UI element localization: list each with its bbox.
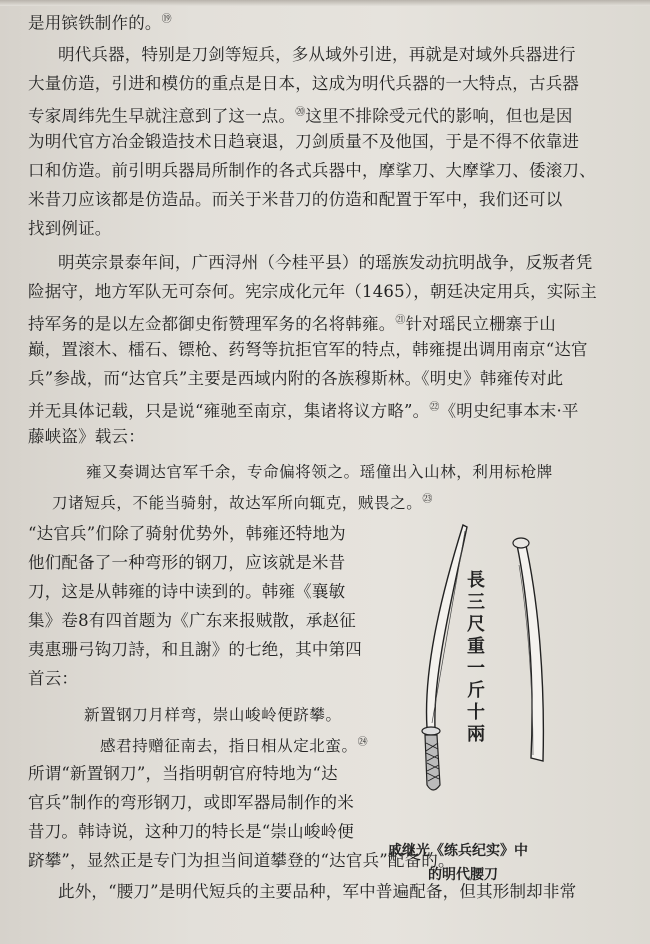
line-text: 首云： xyxy=(28,669,79,688)
line-text: 明英宗景泰年间，广西浔州（今桂平县）的瑶族发动抗明战争，反叛者凭 xyxy=(58,253,593,272)
line-text: “达官兵”们除了骑射优势外，韩雍还特地为 xyxy=(28,524,346,543)
line-text-tail: 《明史纪事本末·平 xyxy=(439,401,579,421)
text-line xyxy=(28,74,579,94)
line-text: 夷惠珊弓钩刀詩，和且謝》的七绝，其中第四 xyxy=(28,640,362,659)
line-text: 并无具体记载，只是说“雍驰至南京，集诸将议方略”。 xyxy=(28,401,430,421)
line-text: 专家周纬先生早就注意到了这一点。 xyxy=(28,106,296,126)
line-text: 巅，置滚木、檑石、镖枪、药弩等抗拒官军的特点，韩雍提出调用南京“达官 xyxy=(28,340,588,359)
footnote-marker[interactable]: ㉔ xyxy=(357,737,369,748)
footnote-marker[interactable]: ㉓ xyxy=(422,494,433,505)
line-text: 米昔刀应该都是仿造品。而关于米昔刀的仿造和配置于军中，我们还可以 xyxy=(28,190,563,209)
text-line xyxy=(84,705,342,725)
inscription-char: 斤 xyxy=(467,680,485,701)
sword-guard xyxy=(422,727,440,735)
line-text: 找到例证。 xyxy=(28,219,112,238)
line-text: 雍又奏调达官军千余，专命偏将领之。瑶僮出入山林，利用标枪牌 xyxy=(86,463,553,481)
footnote-marker[interactable]: ⑲ xyxy=(161,14,172,25)
line-text: 口和仿造。前引明兵器局所制作的各式兵器中，摩挲刀、大摩挲刀、倭滚刀、 xyxy=(28,161,596,180)
sword-inscription xyxy=(463,570,489,746)
line-text: 险据守，地方军队无可奈何。宪宗成化元年（1465），朝廷决定用兵，实际主 xyxy=(28,282,597,301)
text-line xyxy=(28,669,78,689)
line-text: 是用镔铁制作的。 xyxy=(28,13,162,33)
text-line xyxy=(28,311,556,335)
footnote-marker[interactable]: ㉑ xyxy=(395,315,406,326)
text-line xyxy=(28,427,145,447)
inscription-char: 重 xyxy=(467,636,485,657)
inscription-char: 一 xyxy=(467,658,485,679)
line-text: 藤峡盗》载云： xyxy=(28,427,145,446)
sword-scabbard xyxy=(517,541,543,761)
text-line xyxy=(28,190,562,210)
inscription-char: 兩 xyxy=(467,724,485,745)
text-line xyxy=(100,733,368,756)
line-text: 大量仿造，引进和模仿的重点是日本，这成为明代兵器的一大特点，古兵器 xyxy=(28,74,580,93)
footnote-marker[interactable]: ㉒ xyxy=(429,402,440,413)
line-text: 官兵”制作的弯形钢刀，或即军器局制作的米 xyxy=(28,793,354,812)
line-text-tail: 针对瑶民立栅寨于山 xyxy=(405,314,556,334)
inscription-char: 尺 xyxy=(467,614,485,635)
line-text: 持军务的是以左佥都御史衔赞理军务的名将韩雍。 xyxy=(28,314,396,334)
text-line xyxy=(28,582,345,602)
inscription-char: 十 xyxy=(467,702,485,723)
line-text: 为明代官方冶金锻造技术日趋衰退，刀剑质量不及他国，于是不得不依靠进 xyxy=(28,132,580,151)
text-line xyxy=(28,524,346,544)
text-line xyxy=(86,462,553,482)
line-text: 明代兵器，特别是刀剑等短兵，多从域外引进，再就是对域外兵器进行 xyxy=(58,45,576,64)
line-text: 集》卷8有四首题为《广东来报贼散，承赵征 xyxy=(28,611,356,630)
line-text: 他们配备了一种弯形的钢刀，应该就是米昔 xyxy=(28,553,346,572)
text-line xyxy=(28,764,338,784)
line-text: 兵”参战，而“达官兵”主要是西域内附的各族穆斯林。《明史》韩雍传对此 xyxy=(28,369,564,388)
line-text: 刀诸短兵，不能当骑射，故达军所向辄克，贼畏之。 xyxy=(52,494,423,513)
text-line xyxy=(28,398,579,422)
footnote-marker[interactable]: ⑳ xyxy=(295,107,306,118)
line-text: 此外，“腰刀”是明代短兵的主要品种，军中普遍配备，但其形制却非常 xyxy=(58,882,577,901)
line-text: 刀，这是从韩雍的诗中读到的。韩雍《襄敏 xyxy=(28,582,346,601)
text-line xyxy=(28,103,573,127)
line-text: 跻攀”，显然正是专门为担当间道攀登的“达官兵”配备的。 xyxy=(28,851,455,870)
text-line xyxy=(58,882,576,902)
text-line xyxy=(28,793,354,813)
text-line xyxy=(52,490,433,513)
text-line xyxy=(28,10,172,34)
line-text: 昔刀。韩诗说，这种刀的特长是“崇山峻岭便 xyxy=(28,822,354,841)
line-text: 感君持赠征南去，指日相从定北蛮。 xyxy=(100,737,358,756)
text-line xyxy=(28,553,345,573)
text-line xyxy=(28,219,112,239)
text-line xyxy=(28,132,579,152)
text-line xyxy=(28,640,362,660)
text-line xyxy=(28,161,596,181)
text-line xyxy=(28,282,597,302)
text-line xyxy=(58,253,592,273)
text-line xyxy=(28,611,356,631)
text-line xyxy=(58,45,576,65)
inscription-char: 三 xyxy=(467,592,485,613)
page-top-edge xyxy=(0,0,650,6)
text-line xyxy=(28,822,354,842)
figure-caption-line-2: 的明代腰刀 xyxy=(428,867,498,883)
text-line xyxy=(28,340,588,360)
line-text: 所谓“新置钢刀”，当指明朝官府特地为“达 xyxy=(28,764,338,783)
line-text-tail: 这里不排除受元代的影响，但也是因 xyxy=(305,106,573,126)
inscription-char: 長 xyxy=(467,570,485,591)
text-line xyxy=(28,369,563,389)
line-text: 新置钢刀月样弯，崇山峻岭便跻攀。 xyxy=(84,706,342,724)
figure-caption-line-1: 戚继光《练兵纪实》中 xyxy=(388,843,528,859)
